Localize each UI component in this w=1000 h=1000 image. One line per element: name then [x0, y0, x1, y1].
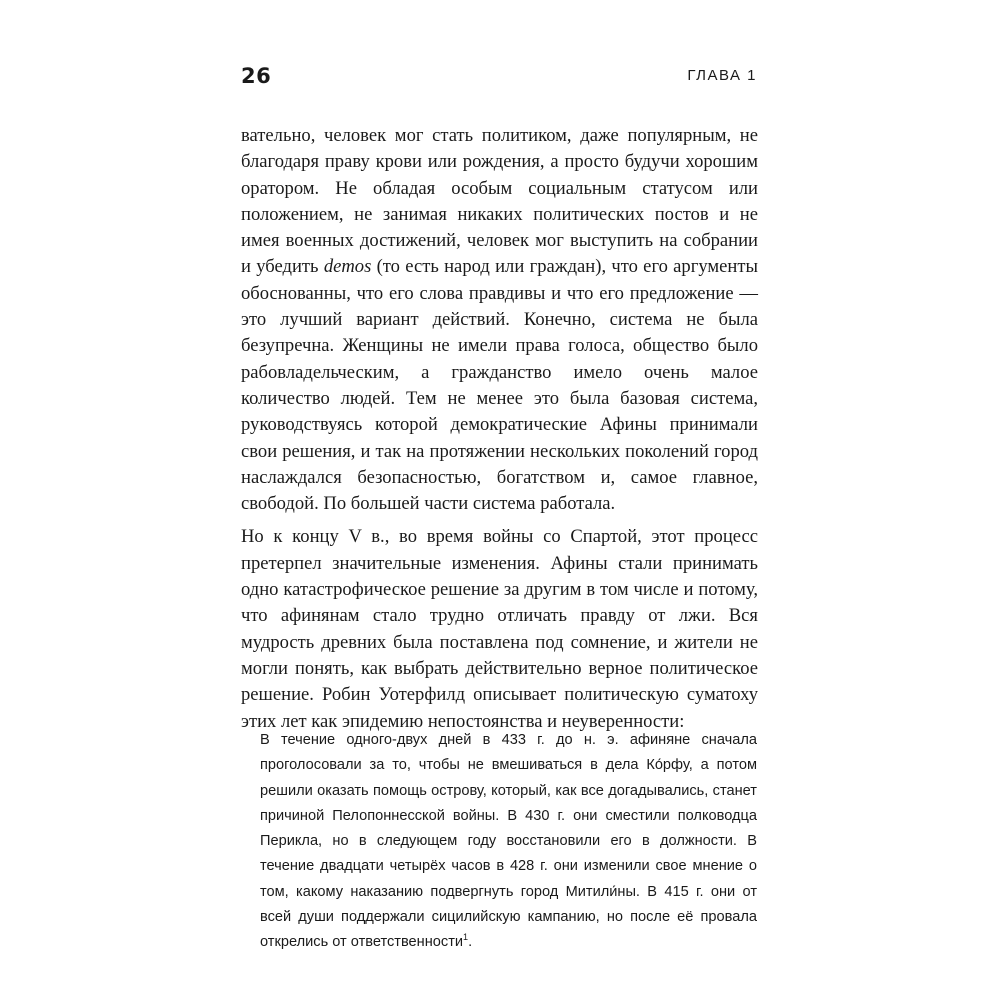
italic-term: demos	[323, 256, 372, 278]
paragraph-1	[241, 123, 758, 517]
quote-text: В течение одного-двух дней в 433 г. до н. э. афиняне сначала проголосовали за то, чтобы не вмешиваться в дела Ко́рфу, а потом решили оказать помощь острову, который, как все догадывались, станет причиной Пелопоннесской войны. В 430 г. они сместили полководца Перикла, но в следующем году восстановили его в должности. В течение двадцати четырёх часов в 428 г. они изменили свое мнение о том, какому наказанию подвергнуть город Митили́ны. В 415 г. они от всей души поддержали сицилийскую кампанию, но после её провала открелись от ответственности	[260, 732, 757, 951]
body-text	[241, 123, 758, 735]
block-quote: В течение одного-двух дней в 433 г. до н. э. афиняне сначала проголосовали за то, чтобы не вмешиваться в дела Ко́рфу, а потом решили оказать помощь острову, который, как все догадывались, станет причиной Пелопоннесской войны. В 430 г. они сместили полководца Перикла, но в следующем году восстановили его в должности. В течение двадцати четырёх часов в 428 г. они изменили свое мнение о том, какому наказанию подвергнуть город Митили́ны. В 415 г. они от всей души поддержали сицилийскую кампанию, но после её провала открелись от ответственности$^1$.	[260, 732, 757, 951]
paragraph-2: Но к концу V в., во время войны со Спартой, этот процесс претерпел значительные изменения. Афины стали принимать одно катастрофическое решение за другим в том числе и потому, что афинянам стало трудно отличать правду от лжи. Вся мудрость древних была поставлена под сомнение, и жители не могли понять, как выбрать действительно верное политическое решение. Робин Уотерфилд описывает политическую суматоху этих лет как эпидемию непостоянства и неуверенности:	[241, 526, 758, 732]
page-number: 26	[241, 64, 272, 88]
paragraph-1-part-a: вательно, человек мог стать политиком, даже популярным, не благодаря праву крови или рождения, а просто будучи хорошим оратором. Не обладая особым социальным статусом или положением, не занимая никаких политических постов и не имея военных достижений, человек мог выступить на собрании и убедить	[241, 125, 758, 278]
running-header: ГЛАВА 1	[687, 67, 757, 84]
paragraph-1-part-b: (то есть народ или граждан), что его аргументы обоснованны, что его слова правдивы и что его предложение — это лучший вариант действий. Конечно, система не была безупречна. Женщины не имели права голоса, общество было рабовладельческим, а гражданство имело очень малое количество людей. Тем не менее это была базовая система, руководствуясь которой демократические Афины принимали свои решения, и так на протяжении нескольких поколений город наслаждался безопасностью, богатством и, самое главное, свободой. По большей части система работала.	[241, 256, 758, 515]
footnote-marker[interactable]: 1	[463, 932, 469, 943]
